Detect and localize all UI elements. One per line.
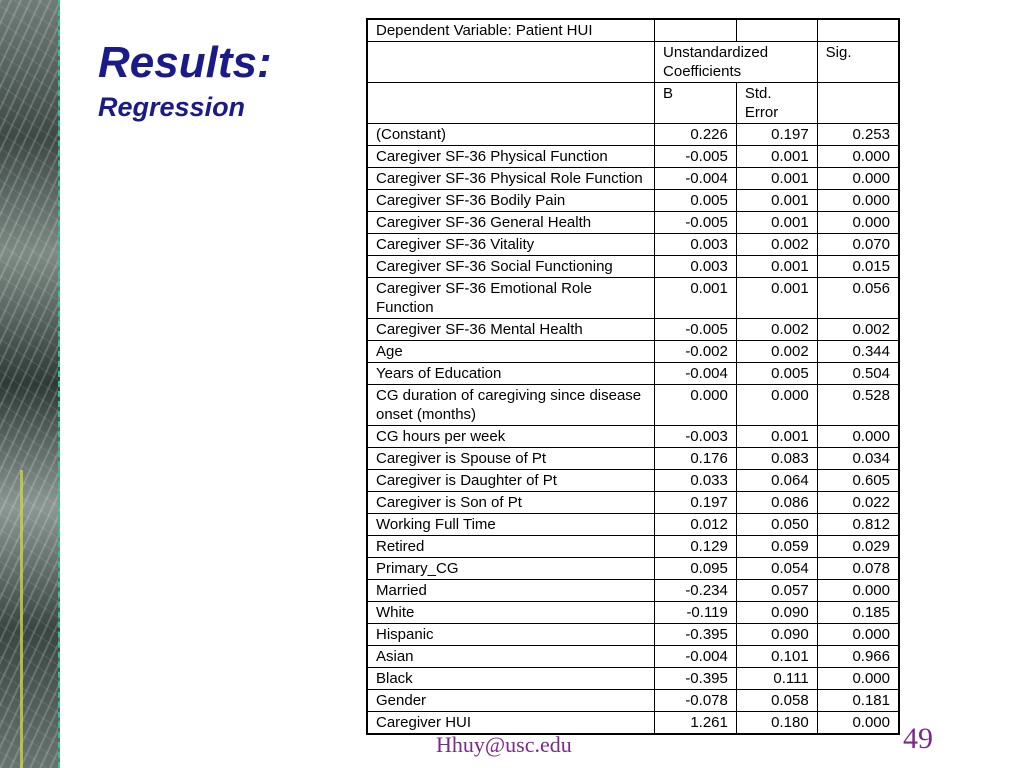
coef-se: 0.064 [736, 470, 817, 492]
table-row [367, 124, 899, 146]
coef-sig: 0.181 [817, 690, 899, 712]
table-header-row [367, 19, 899, 42]
table-row [367, 385, 899, 426]
coef-se: 0.059 [736, 536, 817, 558]
coef-b: 0.129 [655, 536, 737, 558]
coef-b: -0.002 [655, 341, 737, 363]
coef-b: -0.078 [655, 690, 737, 712]
coef-b: 0.226 [655, 124, 737, 146]
row-label: Gender [367, 690, 655, 712]
coef-sig: 0.344 [817, 341, 899, 363]
row-label: White [367, 602, 655, 624]
row-label: Caregiver is Daughter of Pt [367, 470, 655, 492]
coef-b: 0.003 [655, 256, 737, 278]
row-label: Caregiver HUI [367, 712, 655, 735]
row-label: Caregiver is Son of Pt [367, 492, 655, 514]
row-label: Age [367, 341, 655, 363]
coef-b: -0.004 [655, 168, 737, 190]
coef-se: 0.057 [736, 580, 817, 602]
table-row [367, 668, 899, 690]
footer-email: Hhuy@usc.edu [436, 732, 572, 757]
row-label: Caregiver SF-36 Mental Health [367, 319, 655, 341]
regression-table [366, 18, 900, 735]
table-row [367, 426, 899, 448]
table-row [367, 212, 899, 234]
coef-sig: 0.000 [817, 190, 899, 212]
row-label: Married [367, 580, 655, 602]
table-row [367, 319, 899, 341]
coef-sig: 0.015 [817, 256, 899, 278]
coef-sig: 0.002 [817, 319, 899, 341]
row-label: (Constant) [367, 124, 655, 146]
coef-sig: 0.022 [817, 492, 899, 514]
se-header: Std. Error [736, 83, 817, 124]
coef-b: 0.005 [655, 190, 737, 212]
coef-sig: 0.185 [817, 602, 899, 624]
coef-b: -0.005 [655, 319, 737, 341]
table-row [367, 624, 899, 646]
coef-b: 0.176 [655, 448, 737, 470]
coef-se: 0.054 [736, 558, 817, 580]
table-row [367, 536, 899, 558]
table-header-row [367, 83, 899, 124]
coef-se: 0.001 [736, 190, 817, 212]
coef-se: 0.005 [736, 363, 817, 385]
row-label: Caregiver SF-36 Bodily Pain [367, 190, 655, 212]
coef-sig: 0.812 [817, 514, 899, 536]
coef-se: 0.001 [736, 146, 817, 168]
coef-b: 0.001 [655, 278, 737, 319]
table-row [367, 470, 899, 492]
table-row [367, 448, 899, 470]
page-number: 49 [903, 722, 933, 755]
coef-sig: 0.253 [817, 124, 899, 146]
coef-se: 0.058 [736, 690, 817, 712]
coef-sig: 0.000 [817, 168, 899, 190]
coef-se: 0.002 [736, 234, 817, 256]
dependent-variable-label: Dependent Variable: Patient HUI [367, 19, 655, 42]
coef-sig: 0.000 [817, 212, 899, 234]
table-row [367, 558, 899, 580]
coef-se: 0.001 [736, 168, 817, 190]
coef-b: 0.012 [655, 514, 737, 536]
row-label: Years of Education [367, 363, 655, 385]
coef-sig: 0.966 [817, 646, 899, 668]
decorative-side-strip [0, 0, 60, 768]
table-row [367, 646, 899, 668]
row-label: Caregiver SF-36 Social Functioning [367, 256, 655, 278]
row-label: Working Full Time [367, 514, 655, 536]
coef-header: Unstandardized Coefficients [655, 42, 818, 83]
coef-b: 0.033 [655, 470, 737, 492]
coef-se: 0.090 [736, 624, 817, 646]
row-label: CG duration of caregiving since disease onset (months) [367, 385, 655, 426]
coef-se: 0.086 [736, 492, 817, 514]
coef-b: -0.004 [655, 363, 737, 385]
row-label: Caregiver SF-36 Vitality [367, 234, 655, 256]
coef-sig: 0.000 [817, 426, 899, 448]
coef-se: 0.001 [736, 256, 817, 278]
coef-sig: 0.000 [817, 624, 899, 646]
coef-se: 0.090 [736, 602, 817, 624]
sig-header: Sig. [817, 42, 899, 83]
coef-sig: 0.000 [817, 668, 899, 690]
coef-sig: 0.078 [817, 558, 899, 580]
row-label: Black [367, 668, 655, 690]
table-row [367, 190, 899, 212]
coef-se: 0.002 [736, 341, 817, 363]
row-label: Primary_CG [367, 558, 655, 580]
row-label: Hispanic [367, 624, 655, 646]
coef-b: 0.197 [655, 492, 737, 514]
table-body [367, 124, 899, 735]
table-row [367, 602, 899, 624]
row-label: CG hours per week [367, 426, 655, 448]
coef-b: -0.004 [655, 646, 737, 668]
coef-b: -0.395 [655, 668, 737, 690]
coef-sig: 0.528 [817, 385, 899, 426]
coef-b: -0.234 [655, 580, 737, 602]
coef-se: 0.001 [736, 212, 817, 234]
coef-se: 0.101 [736, 646, 817, 668]
coef-se: 0.002 [736, 319, 817, 341]
coef-se: 0.001 [736, 278, 817, 319]
row-label: Asian [367, 646, 655, 668]
table-row [367, 146, 899, 168]
row-label: Caregiver SF-36 General Health [367, 212, 655, 234]
coef-b: -0.005 [655, 146, 737, 168]
coef-se: 0.197 [736, 124, 817, 146]
table-row [367, 341, 899, 363]
coef-se: 0.083 [736, 448, 817, 470]
row-label: Caregiver is Spouse of Pt [367, 448, 655, 470]
coef-b: -0.003 [655, 426, 737, 448]
coef-sig: 0.000 [817, 580, 899, 602]
coef-b: 0.000 [655, 385, 737, 426]
row-label: Caregiver SF-36 Physical Function [367, 146, 655, 168]
row-label: Retired [367, 536, 655, 558]
coef-se: 0.000 [736, 385, 817, 426]
slide-title: Results: [98, 38, 272, 87]
row-label: Caregiver SF-36 Emotional Role Function [367, 278, 655, 319]
coef-sig: 0.605 [817, 470, 899, 492]
coef-b: 0.095 [655, 558, 737, 580]
table-header-row [367, 42, 899, 83]
coef-sig: 0.504 [817, 363, 899, 385]
decorative-line [20, 470, 23, 768]
b-header: B [655, 83, 737, 124]
table-row [367, 278, 899, 319]
coef-sig: 0.070 [817, 234, 899, 256]
table-row [367, 234, 899, 256]
coef-b: -0.395 [655, 624, 737, 646]
coef-b: 1.261 [655, 712, 737, 735]
row-label: Caregiver SF-36 Physical Role Function [367, 168, 655, 190]
coef-sig: 0.000 [817, 146, 899, 168]
table-row [367, 168, 899, 190]
coef-b: -0.119 [655, 602, 737, 624]
table-row [367, 514, 899, 536]
slide-subtitle: Regression [98, 92, 246, 122]
coef-sig: 0.056 [817, 278, 899, 319]
coef-se: 0.001 [736, 426, 817, 448]
coef-sig: 0.029 [817, 536, 899, 558]
coef-b: -0.005 [655, 212, 737, 234]
coef-sig: 0.000 [817, 712, 899, 735]
coef-sig: 0.034 [817, 448, 899, 470]
table-row [367, 363, 899, 385]
coef-se: 0.050 [736, 514, 817, 536]
table-row [367, 580, 899, 602]
table-row [367, 492, 899, 514]
table-row [367, 256, 899, 278]
coef-b: 0.003 [655, 234, 737, 256]
coef-se: 0.180 [736, 712, 817, 735]
table-row [367, 690, 899, 712]
table-row [367, 712, 899, 735]
coef-se: 0.111 [736, 668, 817, 690]
